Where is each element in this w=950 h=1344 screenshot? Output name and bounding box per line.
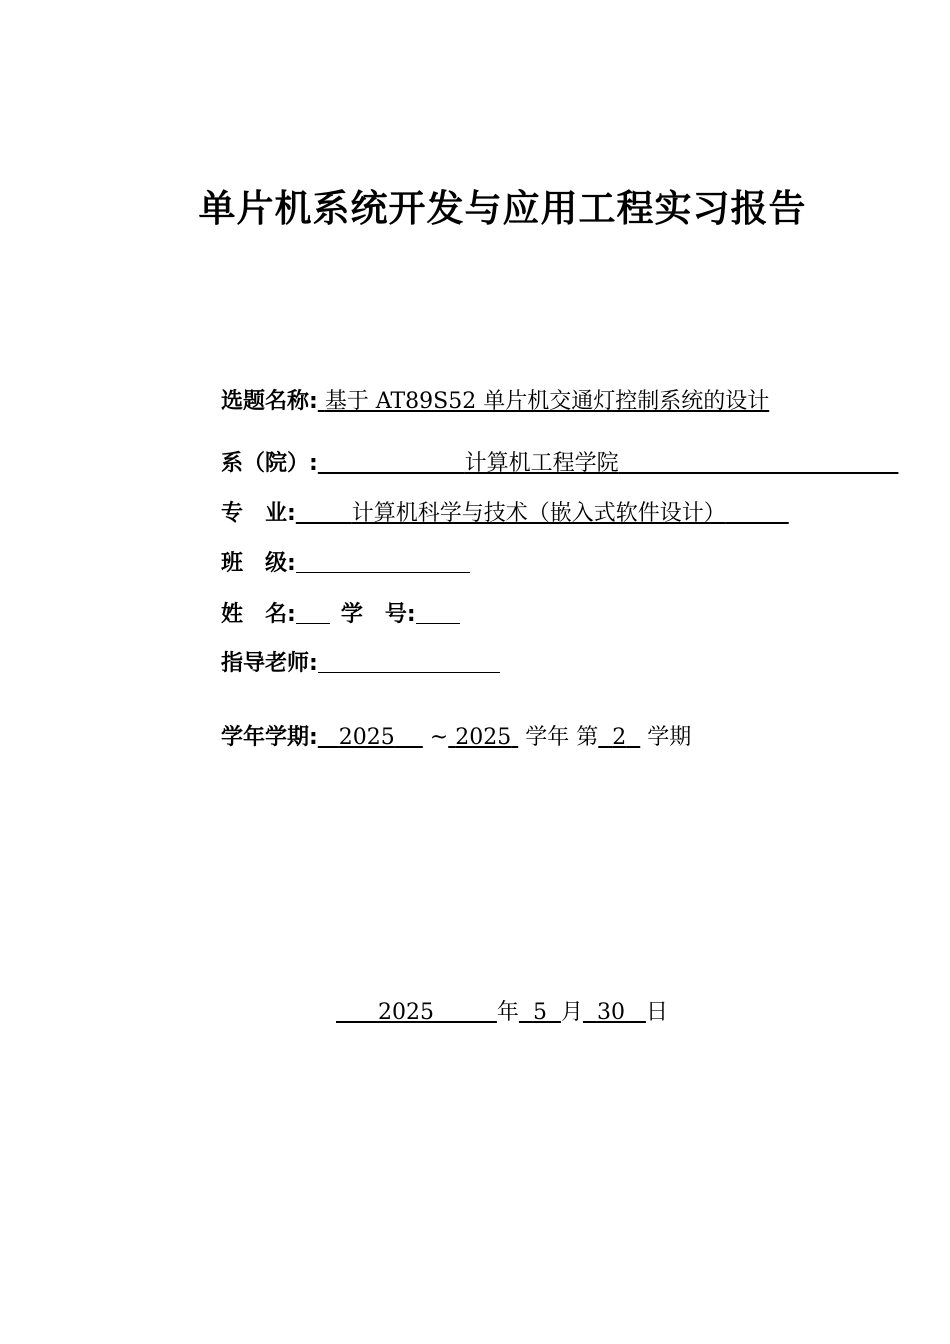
major-value: 计算机科学与技术（嵌入式软件设计） xyxy=(351,501,726,526)
major-label: 专 业: xyxy=(221,501,296,526)
date-year-unit: 年 xyxy=(496,1000,519,1025)
date-year: 2025 xyxy=(377,1000,434,1025)
name-blank xyxy=(296,601,330,624)
term-number: 2 xyxy=(612,725,627,750)
date-month-unit: 月 xyxy=(560,1000,583,1025)
advisor-row xyxy=(221,649,500,679)
department-value: 计算机工程学院 xyxy=(464,451,619,476)
department-row xyxy=(221,449,898,479)
report-title: 单片机系统开发与应用工程实习报告 xyxy=(198,187,807,230)
term-prefix: 第 xyxy=(576,725,599,750)
student-id-label: 学 号: xyxy=(340,602,416,627)
name-label: 姓 名: xyxy=(221,602,296,627)
class-blank xyxy=(296,550,470,573)
report-date xyxy=(336,998,668,1028)
term-year-end: 2025 xyxy=(455,725,512,750)
advisor-label: 指导老师: xyxy=(221,651,318,676)
topic-value: 基于 AT89S52 单片机交通灯控制系统的设计 xyxy=(324,389,770,414)
class-label: 班 级: xyxy=(221,551,296,576)
term-label: 学年学期: xyxy=(221,725,318,750)
student-id-blank xyxy=(416,601,460,624)
department-label: 系（院）: xyxy=(221,451,318,476)
advisor-blank xyxy=(318,650,500,673)
class-row xyxy=(221,549,470,579)
date-month: 5 xyxy=(532,1000,547,1025)
term-suffix: 学期 xyxy=(647,725,692,750)
term-tilde: ~ xyxy=(429,725,449,750)
date-day-unit: 日 xyxy=(645,1000,668,1025)
name-row xyxy=(221,600,460,630)
term-year-suffix: 学年 xyxy=(525,725,570,750)
major-row xyxy=(221,499,789,529)
term-year-start: 2025 xyxy=(338,725,395,750)
term-row xyxy=(221,723,691,753)
topic-row xyxy=(221,387,769,417)
date-day: 30 xyxy=(596,1000,625,1025)
topic-label: 选题名称: xyxy=(221,389,318,414)
